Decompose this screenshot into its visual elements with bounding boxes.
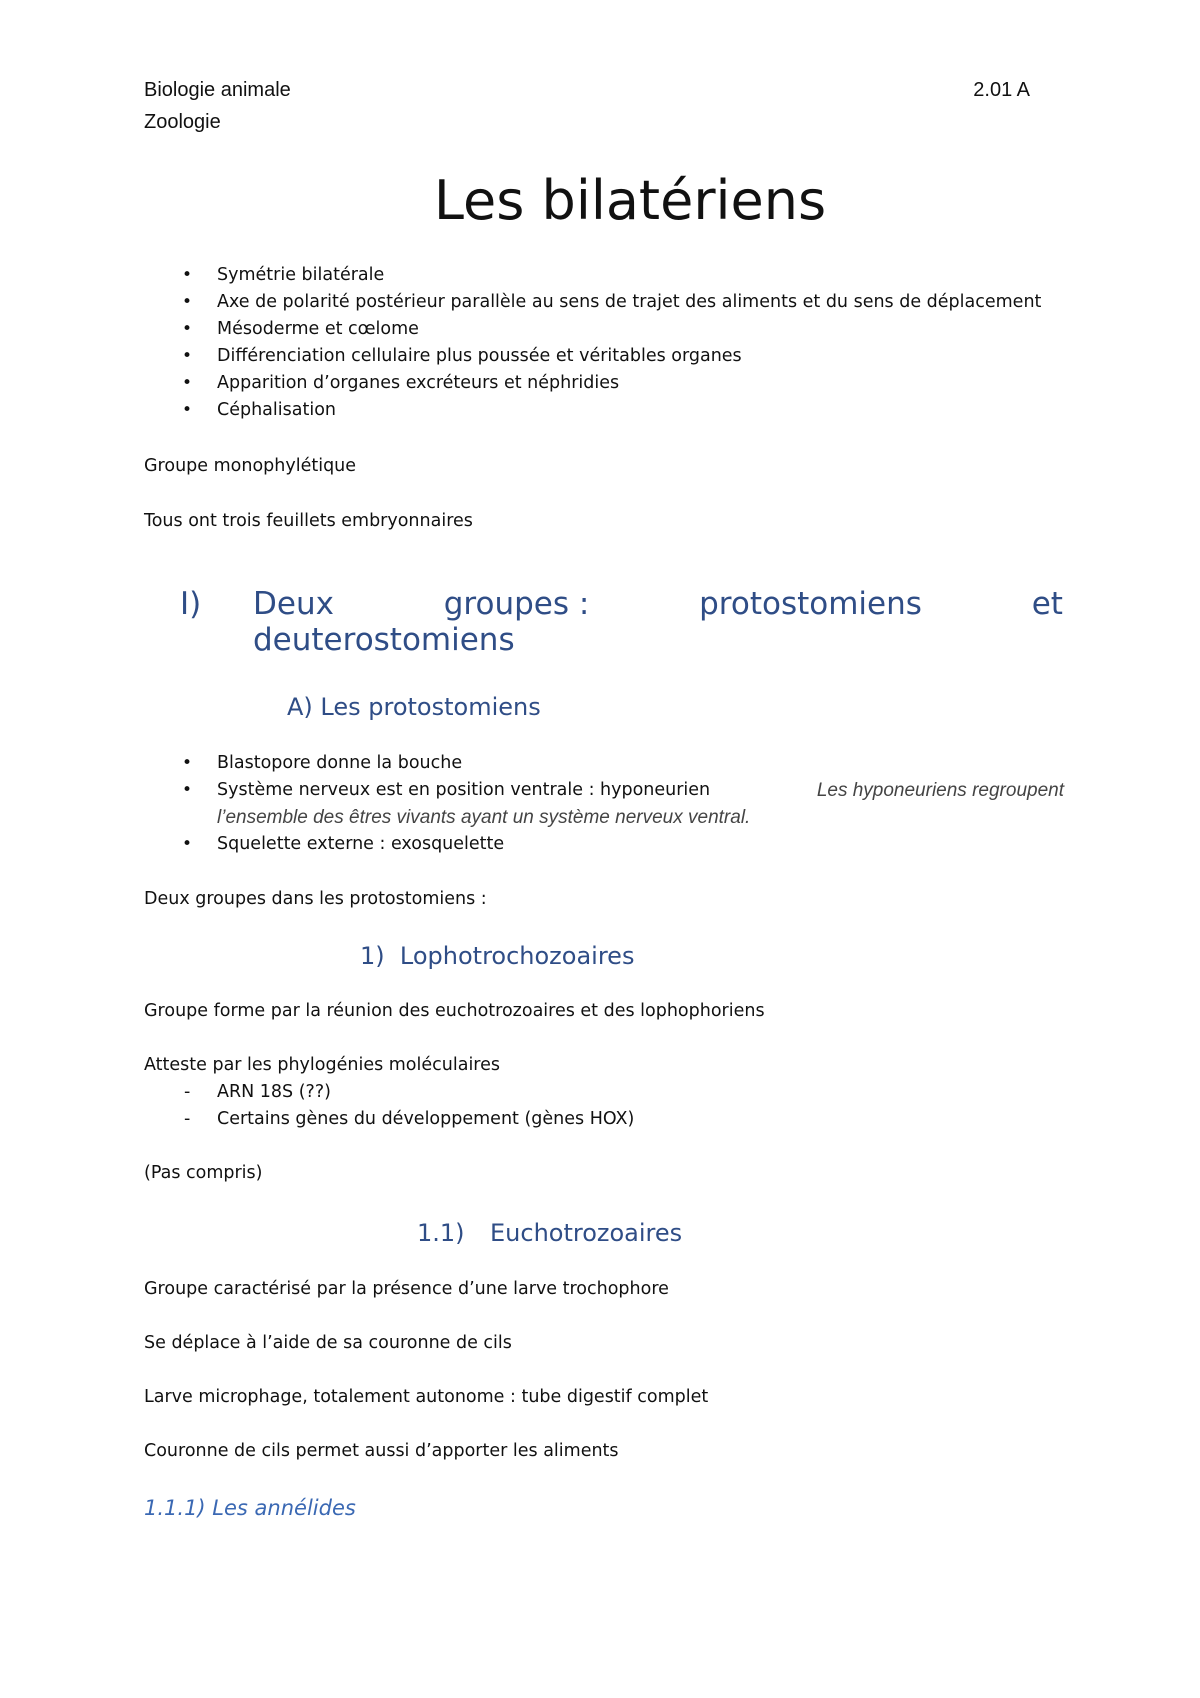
list-item: • Axe de polarité postérieur parallèle au sens de trajet des aliments et du sens de déplacement <box>144 289 1084 316</box>
bullet-note-continuation: l’ensemble des êtres vivants ayant un système nerveux ventral. <box>217 807 751 828</box>
paragraph-two-groups: Deux groupes dans les protostomiens : <box>144 889 487 909</box>
heading-word: Deux <box>253 586 334 622</box>
paragraph-couronne: Couronne de cils permet aussi d’apporter les aliments <box>144 1441 619 1461</box>
page-title: Les bilatériens <box>433 169 827 232</box>
heading-word: et <box>1031 586 1063 622</box>
course-code: 2.01 A <box>973 79 1030 101</box>
list-item: • Squelette externe : exosquelette <box>144 831 1064 858</box>
section-number: I) <box>180 586 202 622</box>
subsection-heading-euchotrozoaires: Euchotrozoaires <box>490 1219 683 1247</box>
list-item: • Différenciation cellulaire plus poussée et véritables organes <box>144 343 1084 370</box>
course-name: Biologie animale <box>144 79 291 101</box>
heading-word: protostomiens <box>699 586 922 622</box>
paragraph-microphage: Larve microphage, totalement autonome : tube digestif complet <box>144 1387 709 1407</box>
paragraph-monophyletic: Groupe monophylétique <box>144 456 357 476</box>
paragraph-lophotrochozoaires: Groupe forme par la réunion des euchotrozoaires et des lophophoriens <box>144 1001 765 1021</box>
paragraph-trochophore: Groupe caractérisé par la présence d’une larve trochophore <box>144 1279 669 1299</box>
subsection-heading-lophotrochozoaires: 1) Lophotrochozoaires <box>360 942 635 970</box>
bullet-note: Les hyponeuriens regroupent <box>816 780 1064 801</box>
paragraph-three-layers: Tous ont trois feuillets embryonnaires <box>144 511 473 531</box>
list-item: - ARN 18S (??) <box>144 1079 944 1106</box>
heading-word: groupes : <box>443 586 590 622</box>
paragraph-pas-compris: (Pas compris) <box>144 1163 263 1183</box>
document-header-left <box>144 74 291 138</box>
list-item: • Apparition d’organes excréteurs et néphridies <box>144 370 1084 397</box>
paragraph-atteste: Atteste par les phylogénies moléculaires <box>144 1055 500 1075</box>
protostomiens-bullet-list <box>144 750 1064 858</box>
list-item: • Céphalisation <box>144 397 1084 424</box>
list-item: • Blastopore donne la bouche <box>144 750 1064 777</box>
paragraph-cils: Se déplace à l’aide de sa couronne de cils <box>144 1333 512 1353</box>
bullet-line <box>217 777 1064 804</box>
section-heading-line2: deuterostomiens <box>253 622 515 658</box>
list-item: • Mésoderme et cœlome <box>144 316 1084 343</box>
subsection-heading-protostomiens: A) Les protostomiens <box>287 693 541 721</box>
intro-bullet-list <box>144 262 1084 424</box>
subsubsection-heading-annelides: 1.1.1) Les annélides <box>144 1496 356 1520</box>
atteste-list <box>144 1079 944 1133</box>
list-item <box>144 777 1064 831</box>
section-heading-line1 <box>253 586 1063 622</box>
list-item: - Certains gènes du développement (gènes HOX) <box>144 1106 944 1133</box>
list-item: • Symétrie bilatérale <box>144 262 1084 289</box>
bullet-main-text: • Système nerveux est en position ventrale : hyponeurien <box>217 780 711 800</box>
subsection-number: 1.1) <box>417 1219 465 1247</box>
subject-name: Zoologie <box>144 111 221 133</box>
